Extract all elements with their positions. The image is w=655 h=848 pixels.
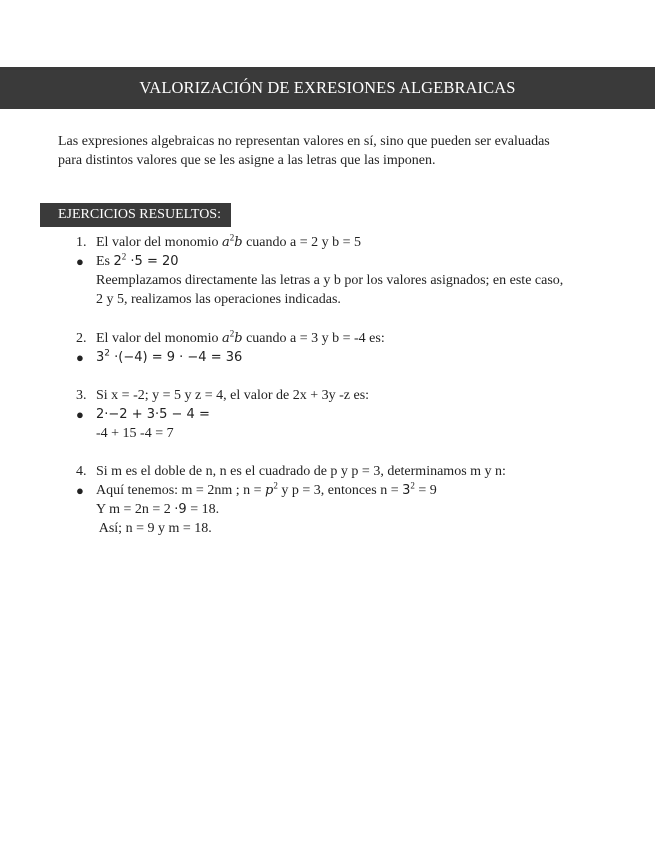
math-var: a	[221, 331, 230, 346]
answer-line	[76, 500, 616, 519]
note-line: 2 y 5, realizamos las operaciones indicadas.	[96, 292, 341, 307]
section-heading	[40, 203, 231, 227]
question-text: cuando a = 3 y b = -4 es:	[242, 331, 385, 346]
math-exponent: 2	[229, 328, 235, 339]
question-text: Si x = -2; y = 5 y z = 4, el valor de 2x + 3y -z es:	[96, 388, 370, 403]
exercise-2	[76, 329, 616, 367]
math-expression: 2·−2 + 3·5 − 4 =	[96, 407, 210, 422]
math-exponent: 2	[410, 480, 415, 491]
exercise-4	[76, 462, 616, 538]
exercise-question	[76, 329, 616, 348]
exercise-answer	[76, 348, 616, 367]
section-label: EJERCICIOS RESUELTOS:	[58, 207, 221, 222]
exercise-number: 3.	[76, 388, 87, 403]
answer-result: -4 + 15 -4 = 7	[96, 426, 174, 441]
bullet-icon: ●	[76, 407, 84, 422]
answer-text: y p = 3, entonces n =	[277, 483, 403, 498]
answer-text: = 18.	[186, 502, 220, 517]
question-text: El valor del monomio	[96, 331, 222, 346]
math-expression: ·(−4) = 9 · −4 = 36	[110, 350, 243, 365]
exercise-number: 4.	[76, 464, 87, 479]
math-exponent: 2	[229, 232, 235, 243]
intro-line: para distintos valores que se les asigne a las letras que las imponen.	[58, 153, 436, 168]
bullet-icon: ●	[76, 254, 84, 269]
exercise-1	[76, 233, 616, 309]
math-exponent: 2	[273, 480, 278, 491]
math-var: p	[265, 483, 274, 498]
answer-text: = 9	[414, 483, 437, 498]
exercise-number: 2.	[76, 331, 87, 346]
math-var: a	[221, 235, 230, 250]
answer-text: Y m = 2n = 2	[96, 502, 175, 517]
question-text: cuando a = 2 y b = 5	[242, 235, 362, 250]
exercise-3	[76, 386, 616, 443]
exercise-answer	[76, 405, 616, 424]
answer-note	[76, 271, 616, 309]
exercise-question	[76, 462, 616, 481]
exercise-answer	[76, 481, 616, 500]
page-title: VALORIZACIÓN DE EXRESIONES ALGEBRAICAS	[139, 78, 516, 97]
title-banner	[0, 67, 655, 109]
exercise-number: 1.	[76, 235, 87, 250]
math-exponent: 2	[121, 251, 127, 262]
question-text: Si m es el doble de n, n es el cuadrado de p y p = 3, determinamos m y n:	[96, 464, 506, 479]
exercise-question	[76, 233, 616, 252]
math-base: 2	[113, 254, 122, 269]
math-base: 3	[402, 483, 411, 498]
bullet-icon: ●	[76, 483, 84, 498]
note-line: Reemplazamos directamente las letras a y b por los valores asignados; en este caso,	[96, 273, 564, 288]
math-expression: ·5 = 20	[126, 254, 179, 269]
math-var: b	[234, 331, 243, 346]
math-expression: ·9	[174, 502, 187, 517]
bullet-icon: ●	[76, 350, 84, 365]
math-var: b	[234, 235, 243, 250]
intro-line: Las expresiones algebraicas no representan valores en sí, sino que pueden ser evaluadas	[58, 134, 550, 149]
math-base: 3	[96, 350, 105, 365]
question-text: El valor del monomio	[96, 235, 222, 250]
exercise-answer	[76, 252, 616, 271]
answer-text: Es	[96, 254, 114, 269]
answer-text: Aquí tenemos: m = 2nm ; n =	[96, 483, 266, 498]
answer-conclusion: Así; n = 9 y m = 18.	[96, 521, 212, 536]
math-exponent: 2	[104, 348, 111, 359]
exercise-question	[76, 386, 616, 405]
intro-paragraph	[58, 132, 618, 170]
